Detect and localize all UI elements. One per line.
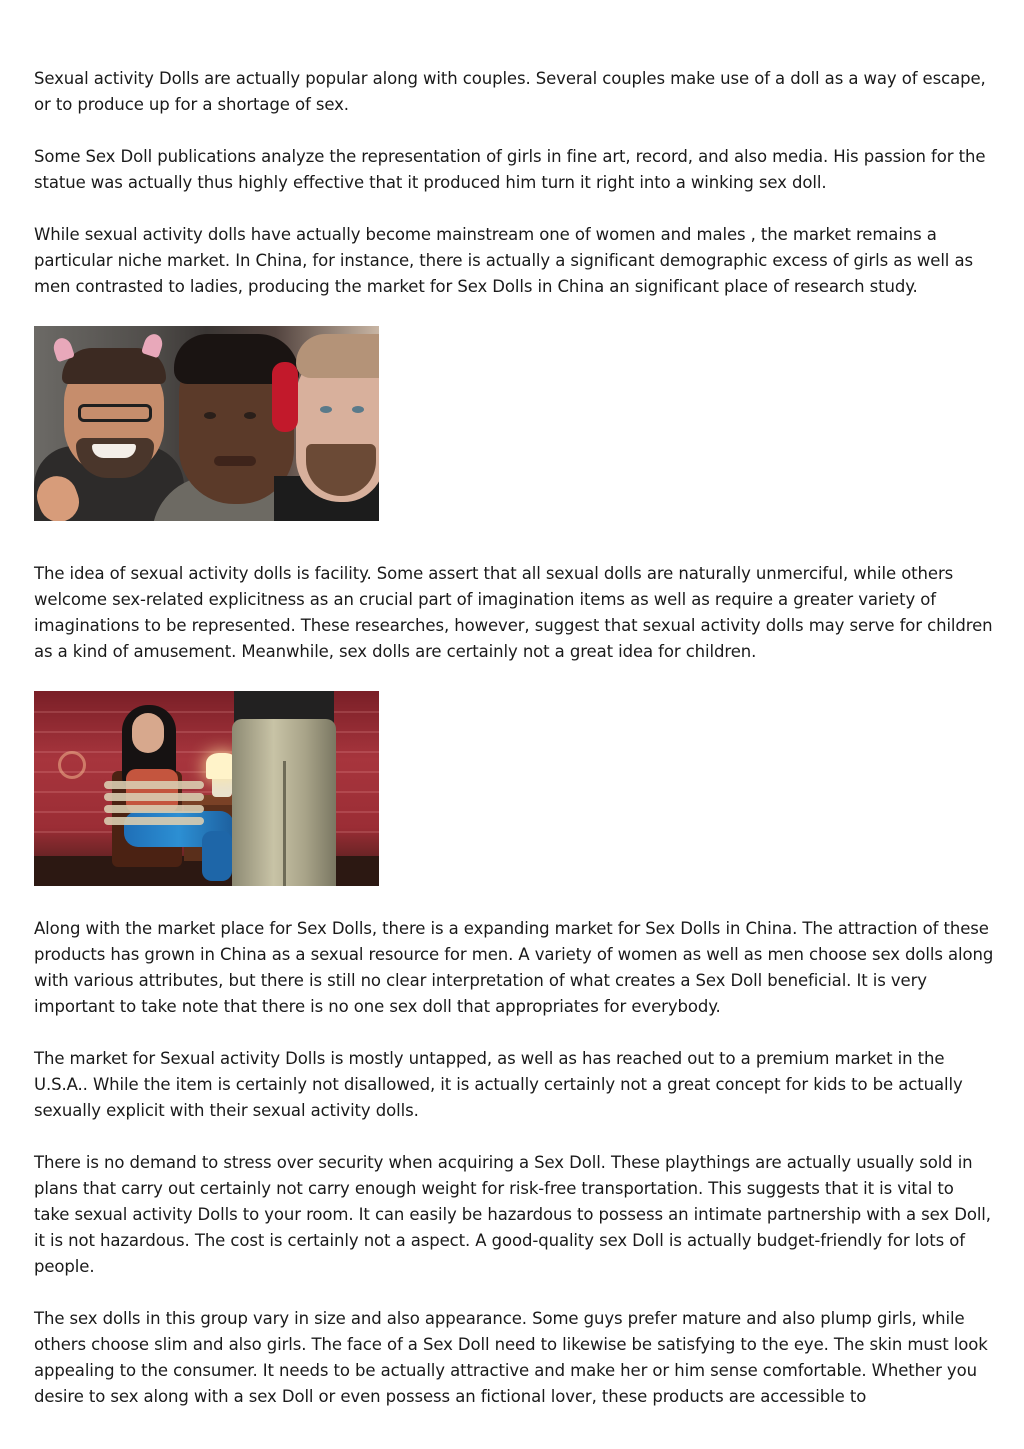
paragraph-8: The sex dolls in this group vary in size and also appearance. Some guys prefer mature and also plump girls, while others choose slim and also girls. The face of a Sex Doll need to likewise be satisfying to the eye. The skin must look appealing to the consumer. It needs to be actually attractive and make her or him sense comfortable. Whether you desire to sex along with a sex Doll or even possess an fictional lover, these products are accessible to bbox=[34, 1309, 988, 1406]
paragraph-1: Sexual activity Dolls are actually popular along with couples. Several couples make use of a doll as a way of escape, or to produce up for a shortage of sex. bbox=[34, 69, 986, 114]
paragraph-4: The idea of sexual activity dolls is facility. Some assert that all sexual dolls are naturally unmerciful, while others welcome sex-related explicitness as an crucial part of imagination items as well as require a greater variety of imaginations to be represented. These researches, however, suggest that sexual activity dolls may serve for children as a kind of amusement. Meanwhile, sex dolls are certainly not a great idea for children. bbox=[34, 564, 993, 661]
paragraph-5: Along with the market place for Sex Dolls, there is a expanding market for Sex Dolls in China. The attraction of these products has grown in China as a sexual resource for men. A variety of women as well as men choose sex dolls along with various attributes, but there is still no clear interpretation of what creates a Sex Doll beneficial. It is very important to take note that there is no one sex doll that appropriates for everybody. bbox=[34, 919, 994, 1016]
article-body bbox=[34, 66, 994, 1410]
photo-three-faces bbox=[34, 326, 379, 521]
paragraph-3: While sexual activity dolls have actually become mainstream one of women and males , the market remains a particular niche market. In China, for instance, there is actually a significant demographic excess of girls as well as men contrasted to ladies, producing the market for Sex Dolls in China an significant place of research study. bbox=[34, 225, 973, 296]
paragraph-2: Some Sex Doll publications analyze the representation of girls in fine art, record, and also media. His passion for the statue was actually thus highly effective that it produced him turn it right into a winking sex doll. bbox=[34, 147, 986, 192]
photo-game-scene bbox=[34, 691, 379, 886]
paragraph-6: The market for Sexual activity Dolls is mostly untapped, as well as has reached out to a premium market in the U.S.A.. While the item is certainly not disallowed, it is actually certainly not a great concept for kids to be actually sexually explicit with their sexual activity dolls. bbox=[34, 1049, 963, 1120]
paragraph-7: There is no demand to stress over security when acquiring a Sex Doll. These playthings are actually usually sold in plans that carry out certainly not carry enough weight for risk-free transportation. This suggests that it is vital to take sexual activity Dolls to your room. It can easily be hazardous to possess an intimate partnership with a sex Doll, it is not hazardous. The cost is certainly not a aspect. A good-quality sex Doll is actually budget-friendly for lots of people. bbox=[34, 1153, 991, 1276]
